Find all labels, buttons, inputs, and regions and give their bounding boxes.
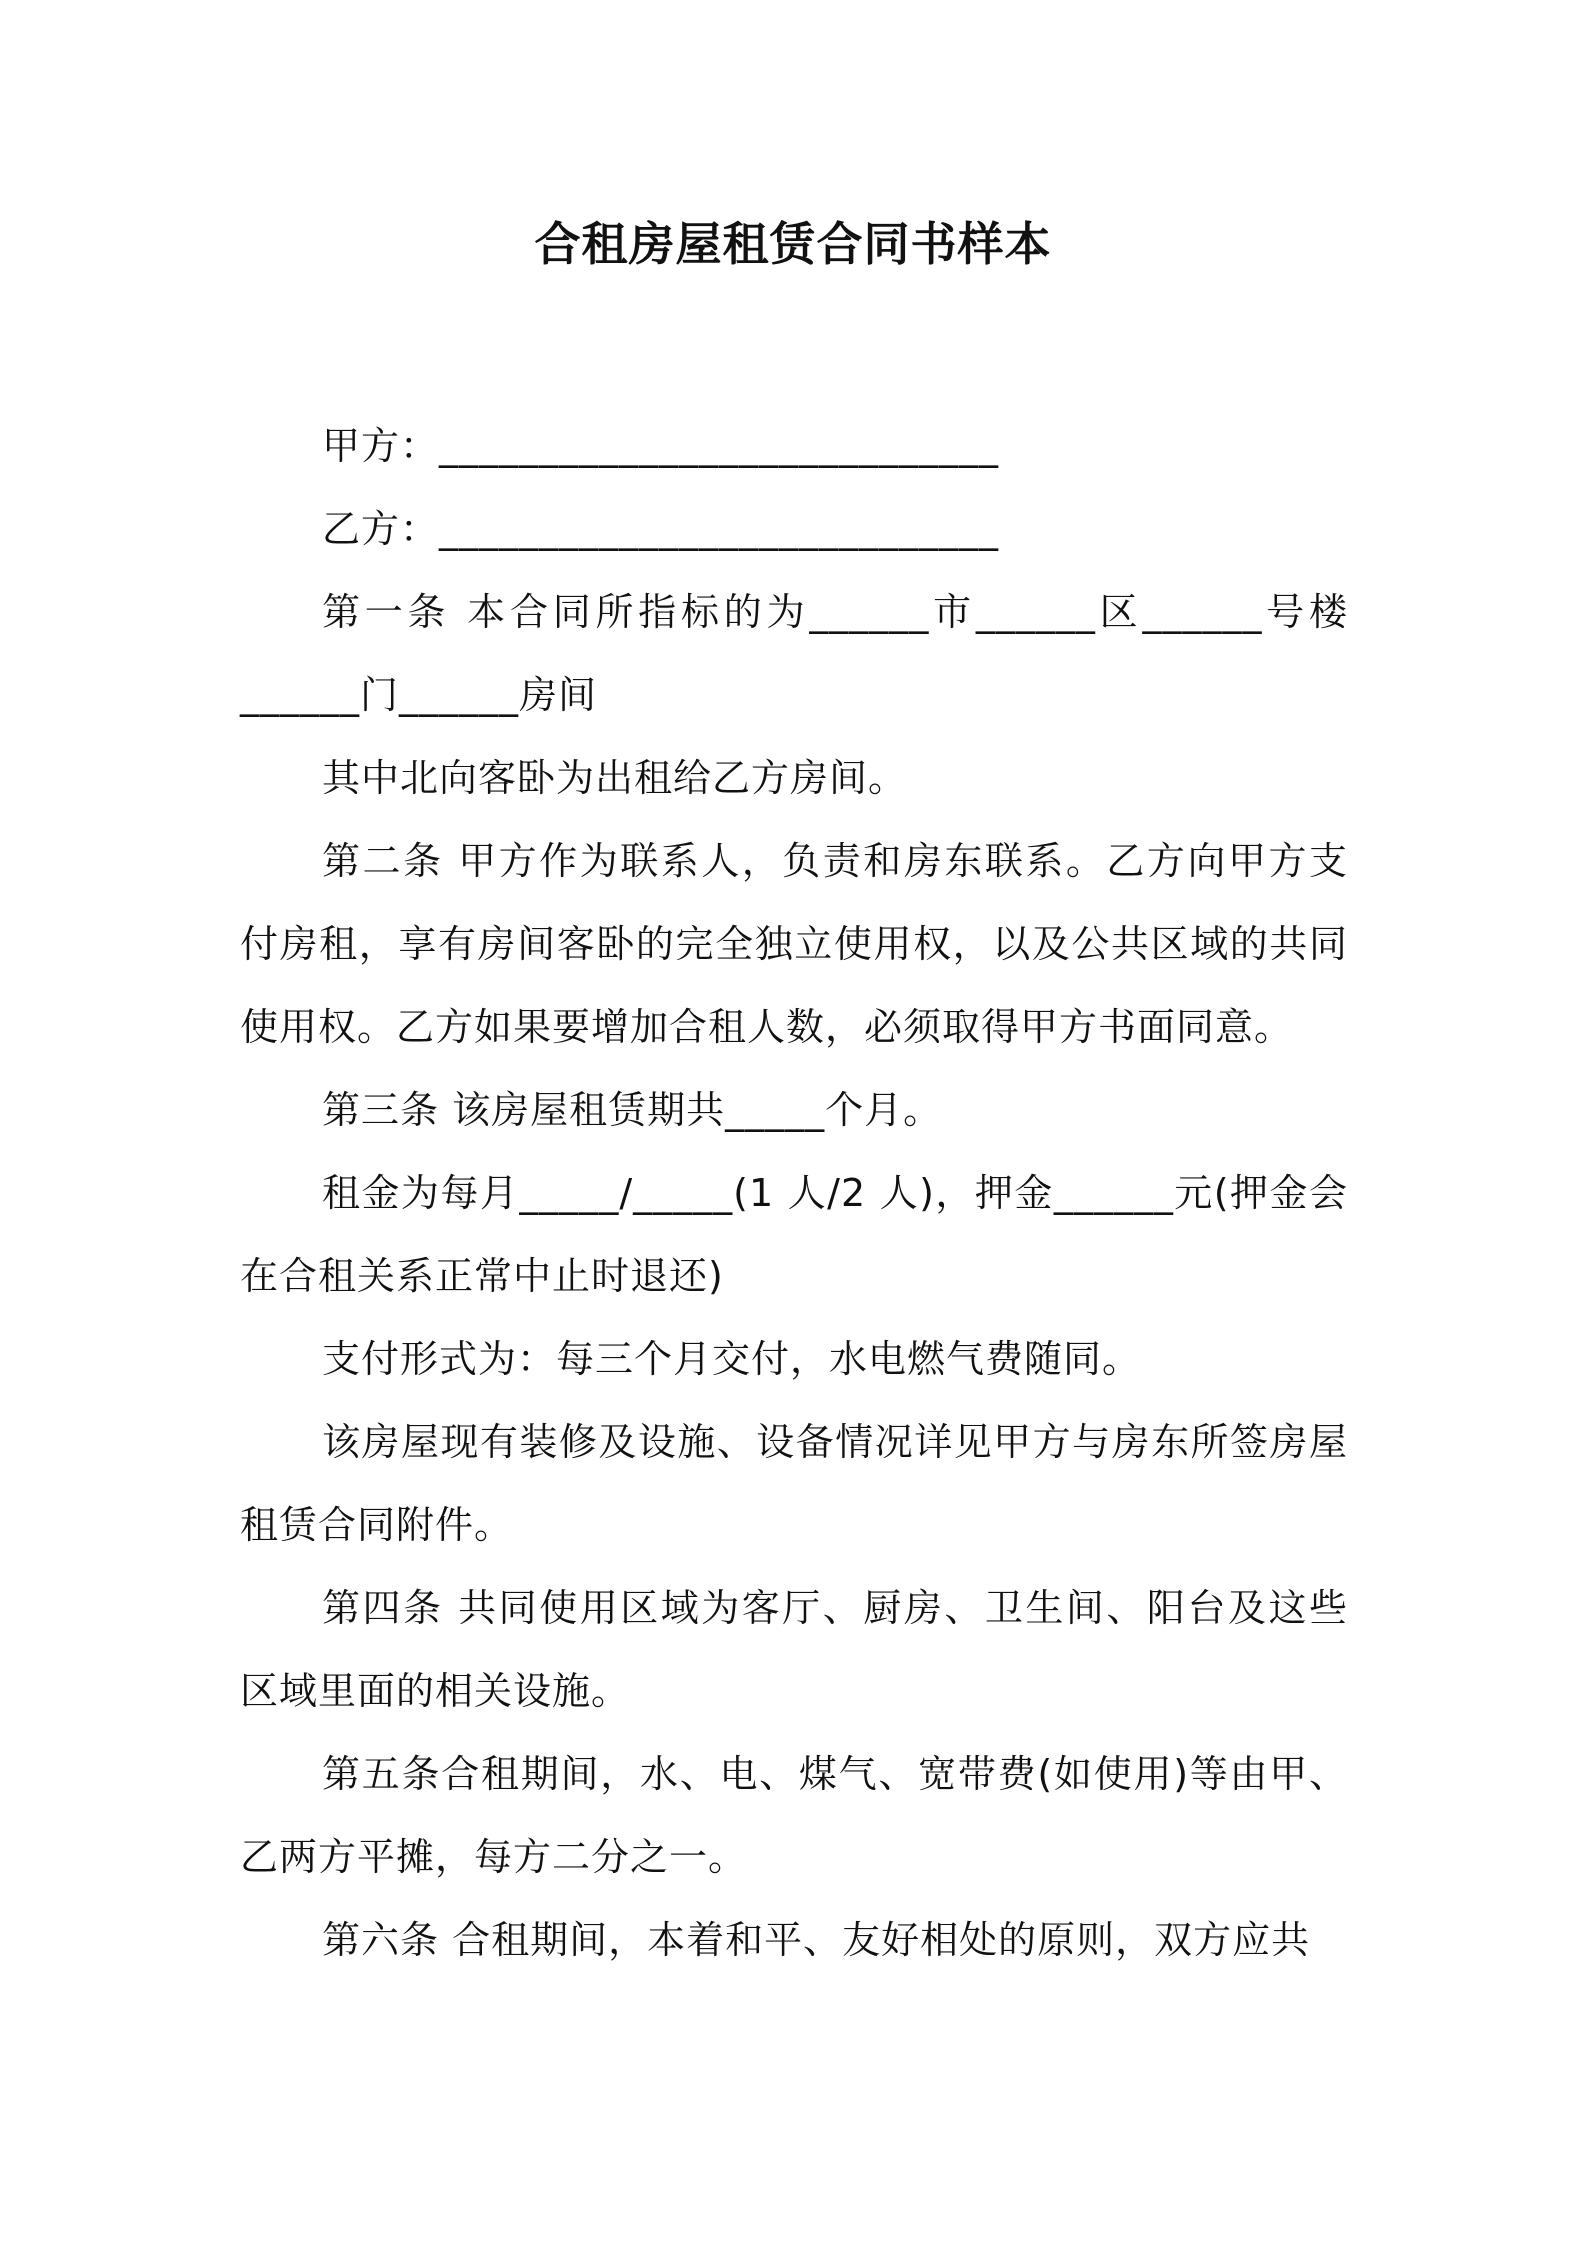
party-a-line: 甲方：____________________________ [322, 424, 1000, 468]
article-2: 第二条 甲方作为联系人，负责和房东联系。乙方向甲方支付房租，享有房间客卧的完全独立使用权，以及公共区域的共同使用权。乙方如果要增加合租人数，必须取得甲方书面同意。 [240, 839, 1348, 1049]
party-b-line: 乙方：____________________________ [322, 507, 1000, 551]
article-1: 第一条 本合同所指标的为______市______区______号楼______门______房间 [240, 590, 1348, 717]
article-3-payment: 支付形式为：每三个月交付，水电燃气费随同。 [322, 1337, 1142, 1381]
article-4: 第四条 共同使用区域为客厅、厨房、卫生间、阳台及这些区域里面的相关设施。 [240, 1586, 1348, 1713]
article-3: 第三条 该房屋租赁期共_____个月。 [322, 1088, 943, 1132]
article-5: 第五条合租期间，水、电、煤气、宽带费(如使用)等由甲、乙两方平摊，每方二分之一。 [240, 1752, 1348, 1879]
document-title: 合租房屋租赁合同书样本 [534, 217, 1052, 271]
article-3-facilities: 该房屋现有装修及设施、设备情况详见甲方与房东所签房屋租赁合同附件。 [240, 1420, 1348, 1547]
article-1-room: 其中北向客卧为出租给乙方房间。 [322, 756, 908, 800]
article-6: 第六条 合租期间，本着和平、友好相处的原则，双方应共 [322, 1918, 1311, 1962]
article-3-rent: 租金为每月_____/_____(1 人/2 人)，押金______元(押金会在合租关系正常中止时退还) [240, 1171, 1348, 1298]
document-body [240, 405, 1348, 1982]
